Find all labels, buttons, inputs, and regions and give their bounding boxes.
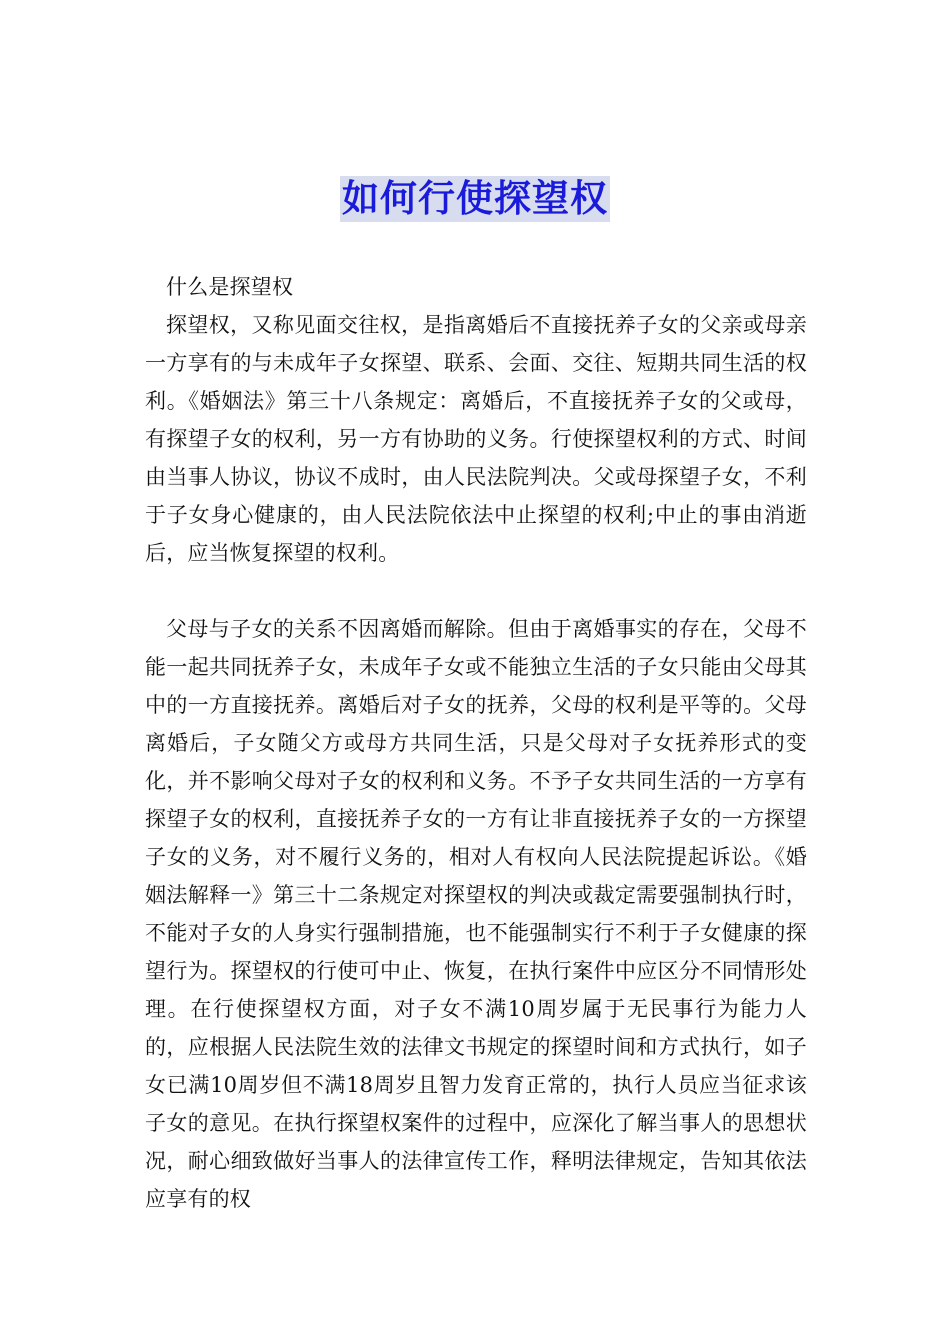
section-heading: 什么是探望权: [166, 275, 294, 299]
document-body: [145, 268, 807, 1218]
document-title: 如何行使探望权: [342, 177, 608, 220]
paragraph-definition: 探望权，又称见面交往权，是指离婚后不直接抚养子女的父亲或母亲一方享有的与未成年子女探望、联系、会面、交往、短期共同生活的权利。《婚姻法》第三十八条规定：离婚后，不直接抚养子女的父或母，有探望子女的权利，另一方有协助的义务。行使探望权利的方式、时间由当事人协议，协议不成时，由人民法院判决。父或母探望子女，不利于子女身心健康的，由人民法院依法中止探望的权利;中止的事由消逝后，应当恢复探望的权利。: [145, 313, 807, 565]
title-container: [0, 176, 950, 222]
paragraph-explanation: 父母与子女的关系不因离婚而解除。但由于离婚事实的存在，父母不能一起共同抚养子女，未成年子女或不能独立生活的子女只能由父母其中的一方直接抚养。离婚后对子女的抚养，父母的权利是平等的。父母离婚后，子女随父方或母方共同生活，只是父母对子女抚养形式的变化，并不影响父母对子女的权利和义务。不予子女共同生活的一方享有探望子女的权利，直接抚养子女的一方有让非直接抚养子女的一方探望子女的义务，对不履行义务的，相对人有权向人民法院提起诉讼。《婚姻法解释一》第三十二条规定对探望权的判决或裁定需要强制执行时，不能对子女的人身实行强制措施，也不能强制实行不利于子女健康的探望行为。探望权的行使可中止、恢复，在执行案件中应区分不同情形处理。在行使探望权方面，对子女不满10周岁属于无民事行为能力人的，应根据人民法院生效的法律文书规定的探望时间和方式执行，如子女已满10周岁但不满18周岁且智力发育正常的，执行人员应当征求该子女的意见。在执行探望权案件的过程中，应深化了解当事人的思想状况，耐心细致做好当事人的法律宣传工作，释明法律规定，告知其依法应享有的权: [145, 617, 807, 1211]
